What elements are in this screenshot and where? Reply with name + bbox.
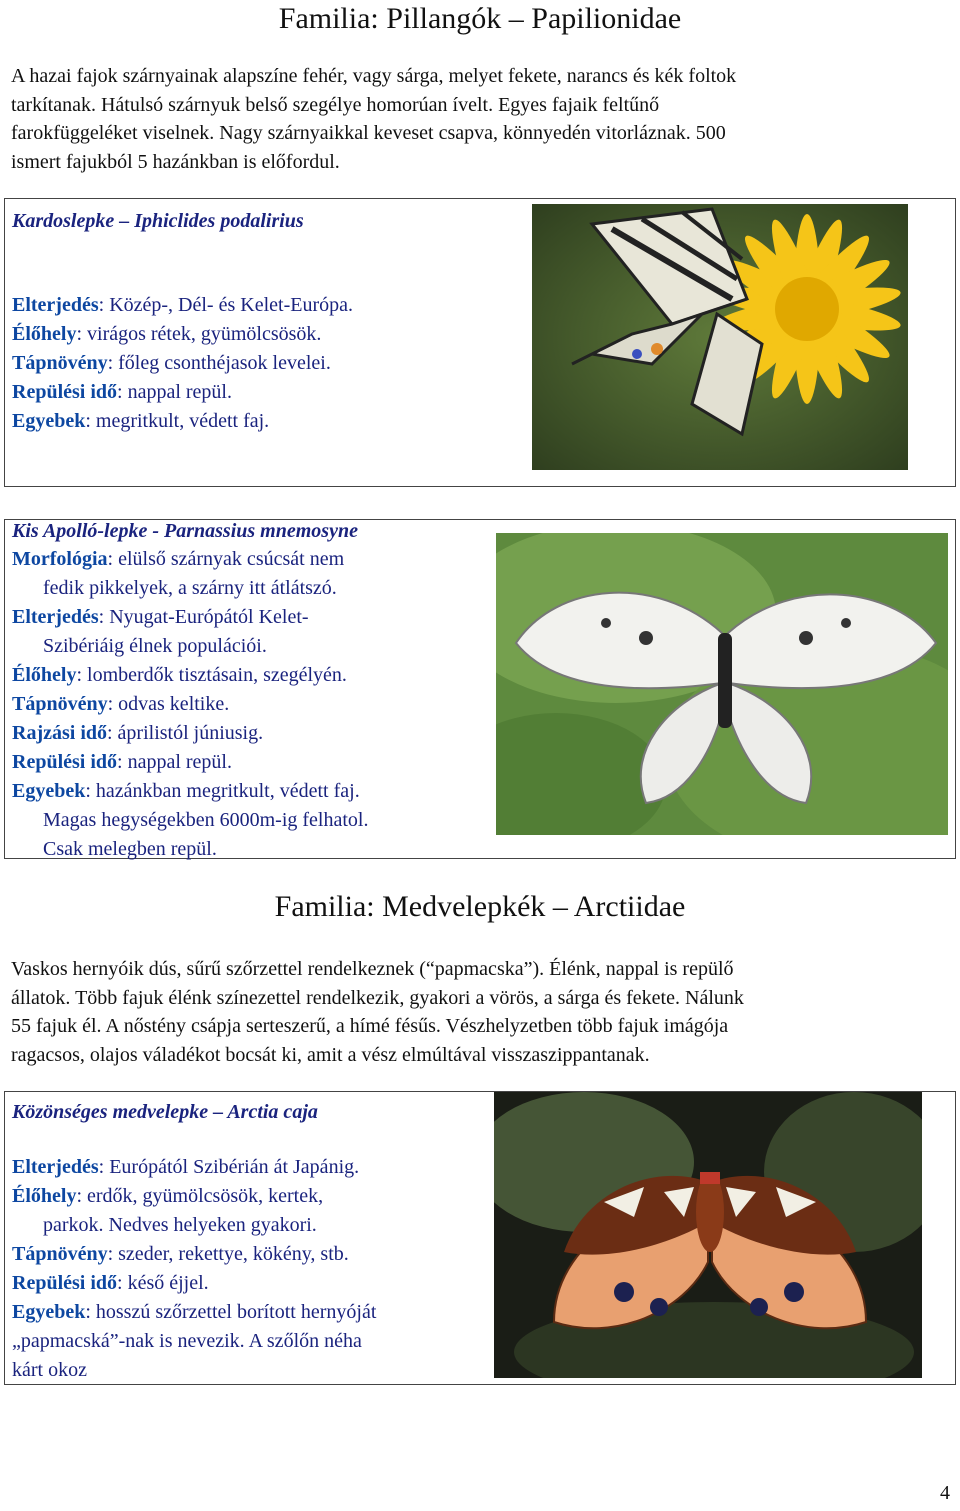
field-line: kárt okoz	[12, 1359, 87, 1381]
field-line: Repülési idő: nappal repül.	[12, 381, 232, 403]
field-line: Élőhely: virágos rétek, gyümölcsösök.	[12, 323, 322, 345]
photo-arctia-caja	[494, 1092, 922, 1378]
species-fields	[12, 545, 368, 864]
field-line: Elterjedés: Európától Szibérián át Japánig.	[12, 1156, 360, 1178]
field-line: Magas hegységekben 6000m-ig felhatol.	[43, 809, 369, 831]
intro-line: 55 fajuk él. A nőstény csápja serteszerű, a hímé fésűs. Vészhelyzetben több fajuk imágója	[11, 1015, 729, 1037]
photo-parnassius-mnemosyne	[496, 533, 948, 835]
field-line: Elterjedés: Nyugat-Európától Kelet-	[12, 606, 309, 628]
field-line: Egyebek: hazánkban megritkult, védett faj.	[12, 780, 360, 802]
field-line: Repülési idő: nappal repül.	[12, 751, 232, 773]
species-name: Kardoslepke – Iphiclides podalirius	[12, 210, 304, 232]
field-line: Élőhely: lomberdők tisztásain, szegélyén.	[12, 664, 347, 686]
page-number: 4	[940, 1482, 950, 1504]
intro-line: farokfüggeléket viselnek. Nagy szárnyaikkal keveset csapva, könnyedén vitorláznak. 500	[11, 122, 726, 144]
field-line: Repülési idő: késő éjjel.	[12, 1272, 209, 1294]
field-line: Szibériáig élnek populációi.	[43, 635, 267, 657]
field-line: Rajzási idő: áprilistól júniusig.	[12, 722, 264, 744]
field-line: Egyebek: megritkult, védett faj.	[12, 410, 270, 432]
species-name: Közönséges medvelepke – Arctia caja	[12, 1101, 318, 1123]
field-line: Tápnövény: szeder, rekettye, kökény, stb.	[12, 1243, 349, 1265]
field-line: parkok. Nedves helyeken gyakori.	[43, 1214, 317, 1236]
field-line: fedik pikkelyek, a szárny itt átlátszó.	[43, 577, 337, 599]
species-name: Kis Apolló-lepke - Parnassius mnemosyne	[12, 520, 358, 542]
field-line: Tápnövény: odvas keltike.	[12, 693, 230, 715]
intro-line: ismert fajukból 5 hazánkban is előfordul.	[11, 150, 340, 173]
intro-line: A hazai fajok szárnyainak alapszíne fehér, vagy sárga, melyet fekete, narancs és kék foltok	[11, 65, 737, 87]
intro-line: ragacsos, olajos váladékot bocsát ki, amit a vész elmúltával visszaszippantanak.	[11, 1043, 650, 1066]
field-line: Morfológia: elülső szárnyak csúcsát nem	[12, 548, 345, 570]
papilionidae-intro	[11, 62, 949, 176]
species-fields	[12, 1153, 376, 1385]
family-title-arctiidae: Familia: Medvelepkék – Arctiidae	[274, 890, 686, 923]
photo-iphiclides-podalirius	[532, 204, 908, 470]
family-title-papilionidae: Familia: Pillangók – Papilionidae	[278, 2, 682, 35]
field-line: Elterjedés: Közép-, Dél- és Kelet-Európa.	[12, 294, 353, 316]
species-fields	[12, 291, 353, 436]
intro-line: Vaskos hernyóik dús, sűrű szőrzettel rendelkeznek (“papmacska”). Élénk, nappal is repülő	[11, 958, 734, 980]
arctiidae-intro	[11, 955, 949, 1069]
field-line: Tápnövény: főleg csonthéjasok levelei.	[12, 352, 331, 374]
intro-line: tarkítanak. Hátulsó szárnyuk belső szegélye homorúan ívelt. Egyes fajaik feltűnő	[11, 93, 660, 116]
intro-line: állatok. Több fajuk élénk színezettel rendelkezik, gyakori a vörös, a sárga és fekete. Nálunk	[11, 986, 744, 1009]
field-line: Egyebek: hosszú szőrzettel borított hernyóját	[12, 1301, 377, 1323]
field-line: Élőhely: erdők, gyümölcsösök, kertek,	[12, 1185, 324, 1207]
field-line: Csak melegben repül.	[43, 838, 217, 860]
field-line: „papmacská”-nak is nevezik. A szőlőn néha	[12, 1330, 362, 1352]
